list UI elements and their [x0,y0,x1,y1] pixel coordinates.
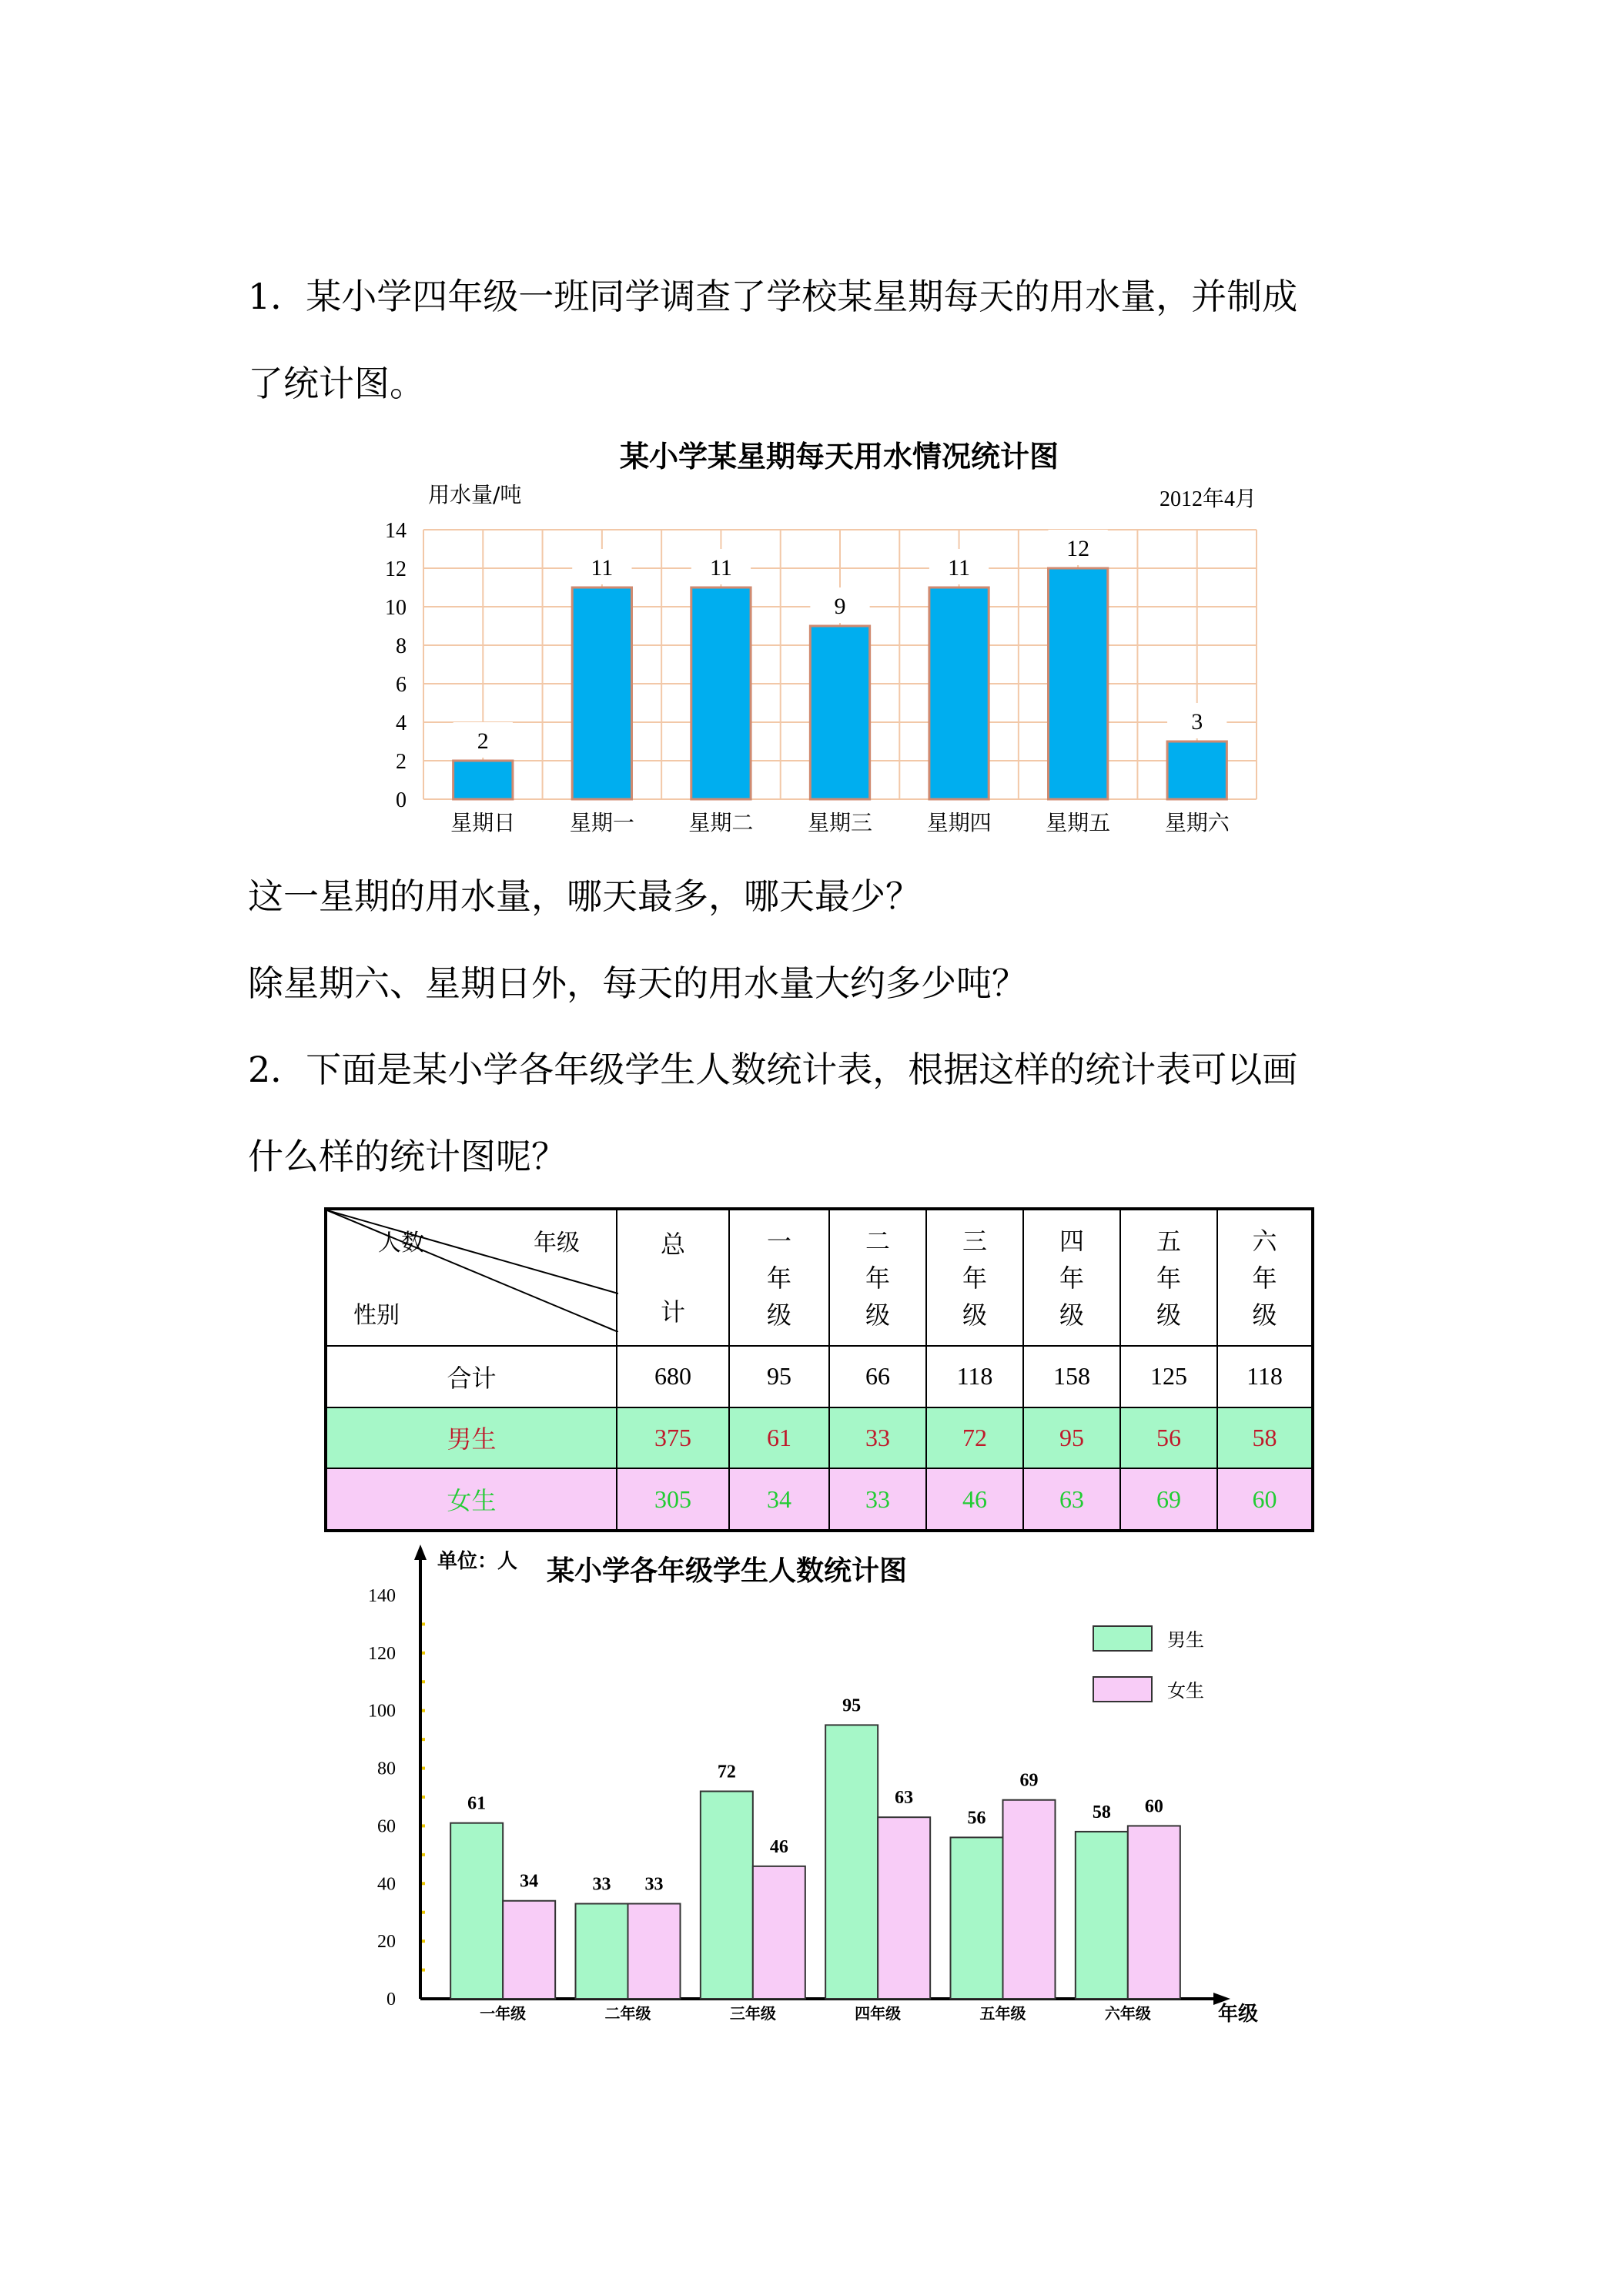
data-label: 9 [834,594,846,619]
row-label: 男生 [326,1407,617,1469]
y-tick-label: 140 [368,1586,396,1606]
header-char: 年 [766,1263,791,1292]
chart2-xlabel: 年级 [1218,2003,1259,2026]
x-tick-label: 一年级 [480,2004,527,2023]
bar [1049,568,1108,799]
q1-question-b: 除星期六、星期日外，每天的用水量大约多少吨？ [248,962,1027,1004]
table-cell: 72 [926,1407,1023,1469]
header-char: 级 [1252,1300,1277,1329]
table-cell: 61 [729,1407,829,1469]
x-tick-label: 星期日 [450,810,516,835]
bar [453,761,513,799]
header-grade-5 [1120,1209,1217,1346]
bar [576,1903,628,1999]
header-total-char-1: 总 [660,1230,685,1258]
row-label: 合计 [326,1346,617,1407]
bar [951,1837,1003,1999]
chart1-ylabel: 用水量/吨 [428,482,522,507]
chart2-ylabel: 单位：人 [437,1550,518,1573]
minor-tick [422,1652,425,1655]
data-label: 11 [591,555,614,581]
y-tick-label: 10 [385,596,407,620]
y-tick-label: 6 [396,673,407,697]
header-char: 五 [1156,1227,1181,1255]
header-char: 级 [865,1300,890,1329]
q1-line2: 了统计图。 [248,363,425,404]
bar [929,587,989,799]
header-char: 年 [1252,1263,1277,1292]
table-cell: 46 [926,1468,1023,1531]
bar [1167,741,1226,799]
y-tick-label: 120 [368,1643,396,1664]
y-tick-label: 0 [396,788,407,812]
y-tick-label: 12 [385,557,407,581]
data-label: 11 [948,555,971,581]
minor-tick [422,1709,425,1712]
minor-tick [422,1969,425,1972]
legend-swatch [1093,1626,1152,1651]
y-tick-label: 20 [377,1932,396,1953]
table-cell: 375 [617,1407,729,1469]
data-label: 11 [709,555,732,581]
minor-tick [422,1940,425,1943]
q2-line1: 2．下面是某小学各年级学生人数统计表，根据这样的统计表可以画 [248,1049,1298,1090]
header-grade-6 [1217,1209,1313,1346]
bar [810,626,869,799]
header-grade-1 [729,1209,829,1346]
y-tick-label: 8 [396,634,407,658]
students-by-grade-chart [323,1540,1309,2040]
table-cell: 34 [729,1468,829,1531]
x-tick-label: 星期五 [1046,810,1111,835]
minor-tick [422,1911,425,1914]
student-count-table [324,1207,1314,1532]
table-cell: 118 [926,1346,1023,1407]
data-label: 56 [967,1808,986,1829]
header-char: 年 [962,1263,987,1292]
data-label: 12 [1066,536,1090,561]
minor-tick [422,1738,425,1741]
minor-tick [422,1882,425,1885]
data-label: 58 [1092,1802,1111,1822]
bar [691,587,751,799]
x-tick-label: 星期四 [926,810,992,835]
header-grade-3 [926,1209,1023,1346]
corner-diagonals [327,1210,618,1332]
bar [628,1903,681,1999]
data-label: 3 [1191,709,1203,735]
header-char: 年 [865,1263,890,1292]
data-label: 33 [644,1874,664,1895]
table-cell: 56 [1120,1407,1217,1469]
table-cell: 60 [1217,1468,1313,1531]
data-label: 63 [895,1788,914,1809]
minor-tick [422,1622,425,1625]
y-tick-label: 0 [387,1990,396,2010]
header-char: 级 [766,1300,791,1329]
bar [450,1823,503,1999]
header-grade-4 [1023,1209,1120,1346]
x-tick-label: 星期三 [807,810,873,835]
y-tick-label: 2 [396,750,407,774]
table-row-girls [326,1468,1313,1531]
header-total [617,1209,729,1346]
table-cell: 95 [729,1346,829,1407]
data-label: 34 [520,1871,539,1892]
y-tick-label: 80 [377,1759,396,1779]
table-cell: 95 [1023,1407,1120,1469]
data-label: 95 [842,1695,862,1716]
data-label: 72 [717,1762,736,1782]
q2-line2: 什么样的统计图呢？ [248,1136,567,1177]
data-label: 2 [477,728,489,754]
header-char: 四 [1059,1227,1084,1255]
bar [825,1725,878,1999]
table-cell: 305 [617,1468,729,1531]
minor-tick [422,1853,425,1856]
bar [503,1901,555,1999]
header-char: 级 [1156,1300,1181,1329]
data-label: 33 [592,1874,611,1895]
table-cell: 33 [829,1407,926,1469]
header-char: 年 [1156,1263,1181,1292]
row-label: 女生 [326,1468,617,1531]
header-char: 级 [962,1300,987,1329]
x-tick-label: 星期一 [569,810,634,835]
x-tick-label: 星期六 [1164,810,1230,835]
table-cell: 66 [829,1346,926,1407]
bar [572,587,631,799]
table-cell: 158 [1023,1346,1120,1407]
bar [701,1792,753,1999]
table-corner-cell [326,1209,617,1346]
chart1-title: 某小学某星期每天用水情况统计图 [619,440,1059,474]
table-cell: 118 [1217,1346,1313,1407]
table-cell: 69 [1120,1468,1217,1531]
minor-tick [422,1824,425,1827]
header-char: 级 [1059,1300,1084,1329]
corner-label-gender: 性别 [353,1302,400,1329]
header-char: 年 [1059,1263,1084,1292]
data-label: 60 [1144,1796,1163,1817]
x-tick-label: 星期二 [688,810,754,835]
minor-tick [422,1796,425,1799]
header-char: 二 [865,1227,890,1255]
y-axis-arrow [414,1545,427,1560]
bar [878,1817,930,1999]
x-tick-label: 三年级 [729,2004,776,2023]
chart2-title: 某小学各年级学生人数统计图 [547,1555,908,1587]
water-usage-chart [339,431,1293,839]
x-tick-label: 二年级 [604,2004,651,2023]
bar [1003,1800,1056,1999]
header-char: 三 [962,1227,987,1255]
legend-label: 男生 [1167,1629,1204,1651]
q1-question-a: 这一星期的用水量，哪天最多，哪天最少？ [248,875,921,917]
header-total-char-2: 计 [660,1297,685,1326]
header-char: 一 [766,1227,791,1255]
bar [753,1866,805,1999]
bar [1076,1832,1128,1999]
data-label: 69 [1019,1770,1039,1791]
table-cell: 33 [829,1468,926,1531]
y-tick-label: 40 [377,1874,396,1895]
legend-swatch [1093,1677,1152,1702]
table-row-boys [326,1407,1313,1469]
y-tick-label: 100 [368,1701,396,1722]
data-label: 46 [769,1836,788,1857]
legend-label: 女生 [1167,1680,1204,1702]
header-grade-2 [829,1209,926,1346]
minor-tick [422,1767,425,1770]
y-tick-label: 60 [377,1816,396,1837]
y-tick-label: 14 [385,519,407,543]
bar [1128,1826,1180,1999]
chart1-subtitle: 2012年4月 [1159,487,1257,511]
table-cell: 63 [1023,1468,1120,1531]
data-label: 61 [467,1793,487,1814]
header-char: 六 [1252,1227,1277,1255]
corner-label-grade: 年级 [534,1230,580,1257]
minor-tick [422,1680,425,1683]
table-cell: 58 [1217,1407,1313,1469]
x-tick-label: 六年级 [1104,2004,1151,2023]
corner-label-count: 人数 [378,1230,424,1257]
y-tick-label: 4 [396,711,407,735]
q1-line1: 1．某小学四年级一班同学调查了学校某星期每天的用水量，并制成 [248,276,1298,317]
table-cell: 680 [617,1346,729,1407]
x-tick-label: 五年级 [979,2004,1026,2023]
table-cell: 125 [1120,1346,1217,1407]
table-row-total [326,1346,1313,1407]
x-tick-label: 四年级 [855,2004,902,2023]
